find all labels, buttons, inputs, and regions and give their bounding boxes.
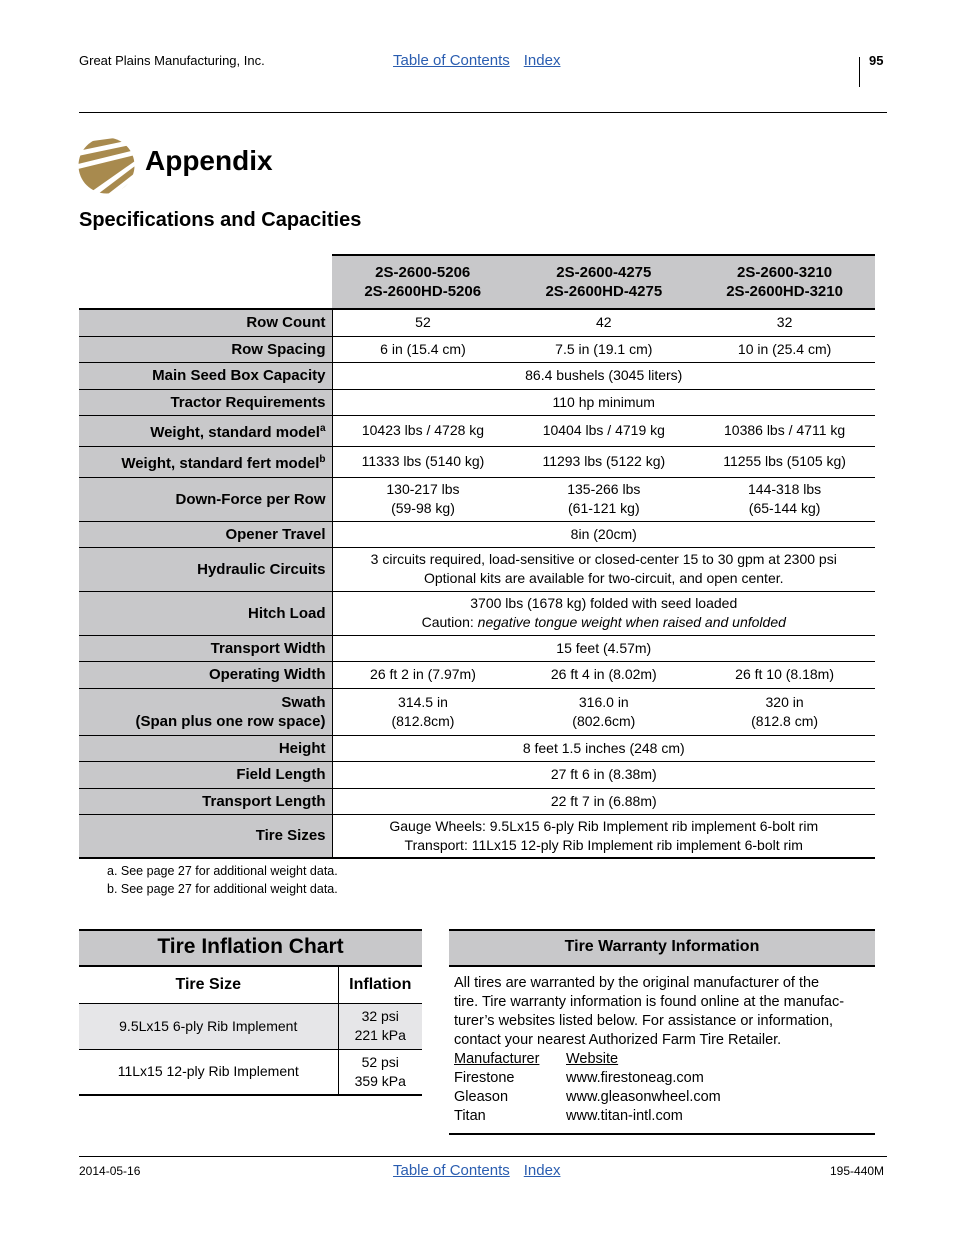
row-label: Transport Length: [79, 788, 332, 814]
table-cell: 7.5 in (19.1 cm): [513, 336, 694, 362]
table-cell: 8 feet 1.5 inches (248 cm): [332, 735, 875, 761]
table-row: [79, 591, 875, 635]
table-cell: 316.0 in (802.6cm): [513, 688, 694, 735]
footer-doc-number: 195-440M: [830, 1164, 885, 1178]
website-header: Website: [566, 1051, 619, 1067]
footnote-b: b. See page 27 for additional weight data.: [107, 882, 338, 896]
spec-table: [79, 254, 875, 859]
table-cell: 314.5 in (812.8cm): [332, 688, 513, 735]
page-number: 95: [869, 53, 884, 68]
row-label: Opener Travel: [79, 521, 332, 547]
header-links: [393, 52, 574, 69]
manufacturer-name: Titan: [454, 1108, 486, 1124]
footnote-marker: b: [319, 454, 326, 465]
table-cell: 86.4 bushels (3045 liters): [332, 362, 875, 389]
row-label: Transport Width: [79, 635, 332, 661]
table-cell: 42: [513, 309, 694, 336]
tire-inflation-chart: [79, 929, 422, 1096]
spec-col-header: 2S-2600-3210 2S-2600HD-3210: [694, 255, 875, 309]
page-number-divider: [859, 57, 860, 87]
footnotes: [107, 862, 338, 898]
table-row: [79, 1003, 422, 1049]
table-cell: 130-217 lbs (59-98 kg): [332, 477, 513, 521]
tire-table: [79, 967, 422, 1096]
row-label: Tractor Requirements: [79, 389, 332, 415]
row-label: Down-Force per Row: [79, 477, 332, 521]
inflation-cell: 52 psi 359 kPa: [338, 1049, 422, 1095]
header-rule: [79, 112, 887, 113]
manufacturer-header: Manufacturer: [454, 1051, 540, 1067]
table-cell: 52: [332, 309, 513, 336]
table-cell: 6 in (15.4 cm): [332, 336, 513, 362]
table-cell: Gauge Wheels: 9.5Lx15 6-ply Rib Implement rib implement 6-bolt rim Transport: 11Lx15 12-ply Rib Implement rib implement 6-bolt rim: [332, 814, 875, 858]
inflation-header: Inflation: [338, 967, 422, 1003]
toc-link[interactable]: Table of Contents: [393, 52, 510, 69]
row-label: Swath (Span plus one row space): [79, 688, 332, 735]
table-cell: 27 ft 6 in (8.38m): [332, 761, 875, 788]
table-cell: 22 ft 7 in (6.88m): [332, 788, 875, 814]
table-cell: 10386 lbs / 4711 kg: [694, 415, 875, 446]
manufacturer-name: Gleason: [454, 1089, 509, 1105]
table-row: [79, 336, 875, 362]
table-cell: 26 ft 4 in (8.02m): [513, 661, 694, 688]
row-label: Field Length: [79, 761, 332, 788]
table-cell: 11255 lbs (5105 kg): [694, 446, 875, 477]
table-row: [79, 735, 875, 761]
row-label: Operating Width: [79, 661, 332, 688]
table-row: [79, 788, 875, 814]
table-row: [79, 446, 875, 477]
warranty-text-line: tire. Tire warranty information is found online at the manufac-: [454, 994, 845, 1010]
table-cell: 320 in (812.8 cm): [694, 688, 875, 735]
header-company: Great Plains Manufacturing, Inc.: [79, 53, 265, 68]
row-label: Main Seed Box Capacity: [79, 362, 332, 389]
table-cell: 3700 lbs (1678 kg) folded with seed loaded Caution: negative tongue weight when raised and unfolded: [332, 591, 875, 635]
table-row: [79, 521, 875, 547]
index-link[interactable]: Index: [523, 1162, 561, 1179]
table-row: [79, 661, 875, 688]
tire-size-header: Tire Size: [79, 967, 338, 1003]
table-cell: 15 feet (4.57m): [332, 635, 875, 661]
manufacturer-list: [454, 1050, 870, 1126]
table-cell: 11333 lbs (5140 kg): [332, 446, 513, 477]
footer-date: 2014-05-16: [79, 1164, 141, 1178]
warranty-body: [449, 967, 875, 1135]
table-cell: 8in (20cm): [332, 521, 875, 547]
spec-col-header: 2S-2600-5206 2S-2600HD-5206: [332, 255, 513, 309]
table-row: [79, 389, 875, 415]
warranty-text-line: contact your nearest Authorized Farm Tire Retailer.: [454, 1032, 782, 1048]
row-label: Height: [79, 735, 332, 761]
row-label: Hydraulic Circuits: [79, 547, 332, 591]
inflation-cell: 32 psi 221 kPa: [338, 1003, 422, 1049]
table-cell: 11293 lbs (5122 kg): [513, 446, 694, 477]
table-cell: 110 hp minimum: [332, 389, 875, 415]
row-label: Row Count: [79, 309, 332, 336]
table-cell: 26 ft 10 (8.18m): [694, 661, 875, 688]
tire-size-cell: 11Lx15 12-ply Rib Implement: [79, 1049, 338, 1095]
page-title: Appendix: [145, 145, 273, 176]
warranty-title: Tire Warranty Information: [449, 929, 875, 967]
table-cell: 10 in (25.4 cm): [694, 336, 875, 362]
row-label: Weight, standard fert model$^b$: [79, 446, 332, 477]
great-plains-logo-icon: [78, 137, 135, 194]
table-cell: 144-318 lbs (65-144 kg): [694, 477, 875, 521]
index-link[interactable]: Index: [523, 52, 561, 69]
table-row: [79, 635, 875, 661]
table-row: [79, 309, 875, 336]
table-cell: 32: [694, 309, 875, 336]
table-row: [79, 761, 875, 788]
table-row: [79, 415, 875, 446]
table-cell: 3 circuits required, load-sensitive or closed-center 15 to 30 gpm at 2300 psi Optional kits are available for two-circuit, and open center.: [332, 547, 875, 591]
tire-chart-title: Tire Inflation Chart: [79, 929, 422, 967]
warranty-text-line: turer’s websites listed below. For assistance or information,: [454, 1013, 834, 1029]
row-label: Row Spacing: [79, 336, 332, 362]
manufacturer-website: www.firestoneag.com: [566, 1070, 704, 1086]
table-cell: 10423 lbs / 4728 kg: [332, 415, 513, 446]
row-label: Weight, standard model$^a$: [79, 415, 332, 446]
spec-corner: [79, 255, 332, 309]
tire-warranty-box: [449, 929, 875, 1135]
footnote-a: a. See page 27 for additional weight data.: [107, 864, 338, 878]
manufacturer-website: www.titan-intl.com: [566, 1108, 683, 1124]
table-cell: 135-266 lbs (61-121 kg): [513, 477, 694, 521]
warranty-text-line: All tires are warranted by the original manufacturer of the: [454, 975, 820, 991]
footnote-marker: a: [319, 423, 326, 434]
table-row: [79, 477, 875, 521]
table-row: [79, 362, 875, 389]
spec-col-header: 2S-2600-4275 2S-2600HD-4275: [513, 255, 694, 309]
caution-text: negative tongue weight when raised and unfolded: [477, 614, 786, 630]
tire-size-cell: 9.5Lx15 6-ply Rib Implement: [79, 1003, 338, 1049]
table-row: [79, 688, 875, 735]
manufacturer-website: www.gleasonwheel.com: [566, 1089, 721, 1105]
table-cell: 10404 lbs / 4719 kg: [513, 415, 694, 446]
row-label: Tire Sizes: [79, 814, 332, 858]
row-label: Hitch Load: [79, 591, 332, 635]
table-row: [79, 814, 875, 858]
footer-links: [393, 1162, 574, 1179]
footer-rule: [79, 1156, 887, 1157]
manufacturer-name: Firestone: [454, 1070, 515, 1086]
section-title: Specifications and Capacities: [79, 209, 362, 231]
table-row: [79, 547, 875, 591]
table-cell: 26 ft 2 in (7.97m): [332, 661, 513, 688]
toc-link[interactable]: Table of Contents: [393, 1162, 510, 1179]
table-row: [79, 1049, 422, 1095]
